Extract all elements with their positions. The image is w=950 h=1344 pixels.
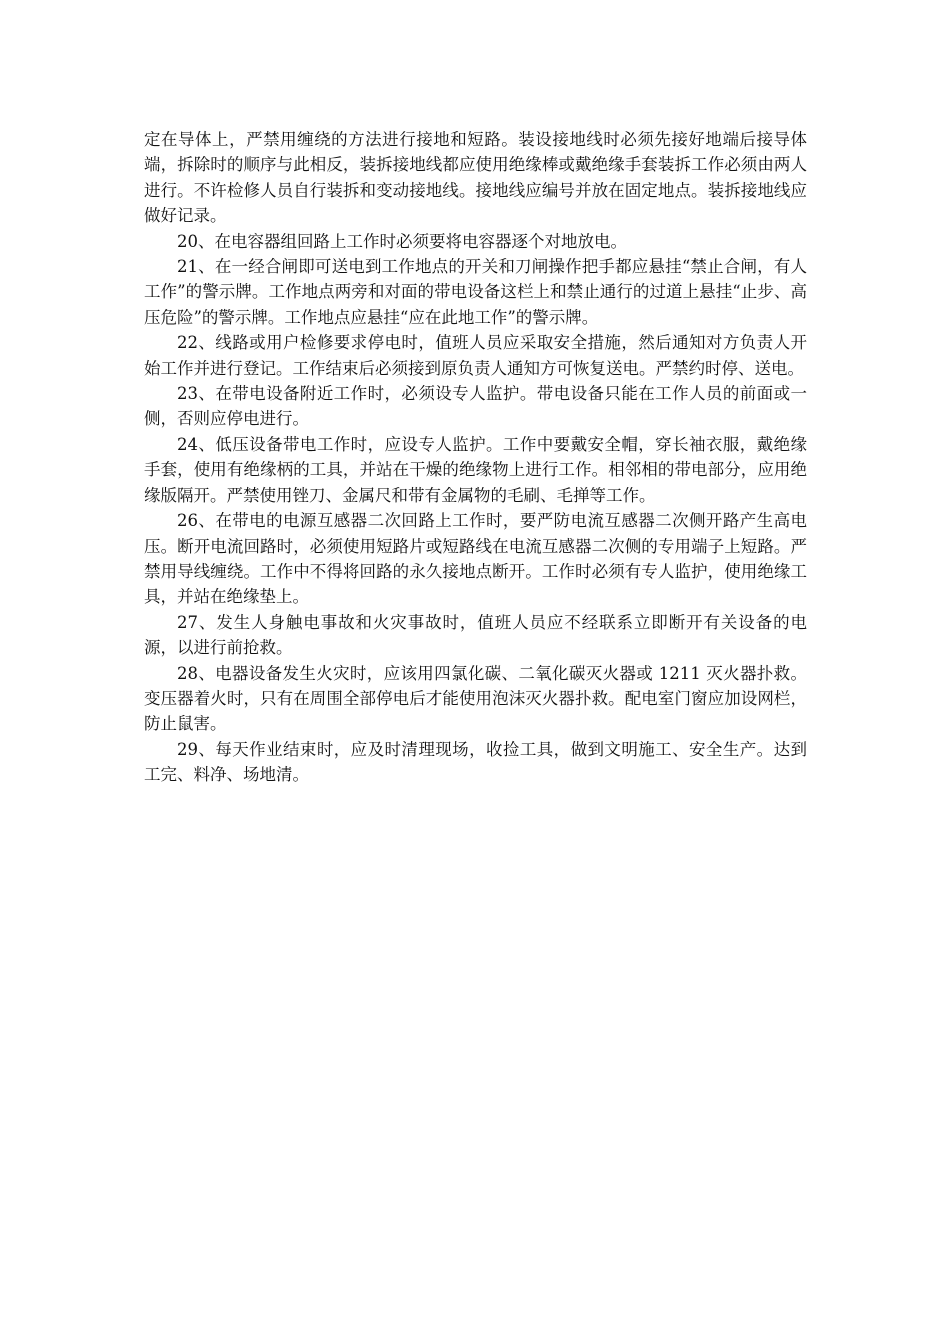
paragraph-continuation: 定在导体上，严禁用缠绕的方法进行接地和短路。装设接地线时必须先接好地端后接导体端，拆除时的顺序与此相反，装拆接地线都应使用绝缘棒或戴绝缘手套装拆工作必须由两人进行。不许检修人员自行装拆和变动接地线。接地线应编号并放在固定地点。装拆接地线应做好记录。	[144, 130, 807, 226]
paragraph-item-21: 21、在一经合闸即可送电到工作地点的开关和刀闸操作把手都应悬挂“禁止合闸，有人工作”的警示牌。工作地点两旁和对面的带电设备这栏上和禁止通行的过道上悬挂“止步、高压危险”的警示牌。工作地点应悬挂“应在此地工作”的警示牌。	[144, 257, 807, 327]
paragraph-item-23: 23、在带电设备附近工作时，必须设专人监护。带电设备只能在工作人员的前面或一侧，否则应停电进行。	[144, 384, 807, 429]
paragraph-item-24: 24、低压设备带电工作时，应设专人监护。工作中要戴安全帽，穿长袖衣服，戴绝缘手套，使用有绝缘柄的工具，并站在干燥的绝缘物上进行工作。相邻相的带电部分，应用绝缘版隔开。严禁使用锉刀、金属尺和带有金属物的毛刷、毛掸等工作。	[144, 434, 807, 505]
paragraph-item-26: 26、在带电的电源互感器二次回路上工作时，要严防电流互感器二次侧开路产生高电压。断开电流回路时，必须使用短路片或短路线在电流互感器二次侧的专用端子上短路。严禁用导线缠绕。工作中不得将回路的永久接地点断开。工作时必须有专人监护，使用绝缘工具，并站在绝缘垫上。	[144, 511, 807, 607]
paragraph-item-22: 22、线路或用户检修要求停电时，值班人员应采取安全措施，然后通知对方负责人开始工作并进行登记。工作结束后必须接到原负责人通知方可恢复送电。严禁约时停、送电。	[144, 333, 807, 378]
paragraph-item-27: 27、发生人身触电事故和火灾事故时，值班人员应不经联系立即断开有关设备的电源，以进行前抢救。	[144, 612, 807, 658]
paragraph-item-29: 29、每天作业结束时，应及时清理现场，收捡工具，做到文明施工、安全生产。达到工完、料净、场地清。	[144, 739, 807, 785]
paragraph-item-20: 20、在电容器组回路上工作时必须要将电容器逐个对地放电。	[177, 231, 627, 251]
paragraph-item-28: 28、电器设备发生火灾时，应该用四氯化碳、二氧化碳灭火器或 1211 灭火器扑救。变压器着火时，只有在周围全部停电后才能使用泡沫灭火器扑救。配电室门窗应加设网栏，防止鼠害。	[144, 663, 807, 734]
body-text	[144, 127, 807, 788]
